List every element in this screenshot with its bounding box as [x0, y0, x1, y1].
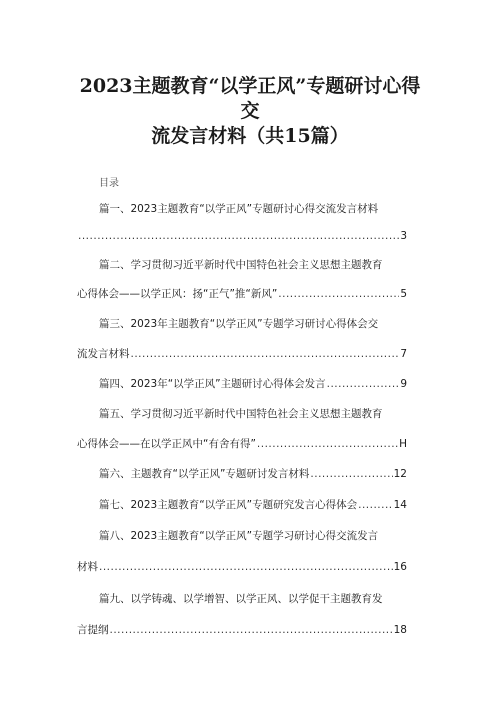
- dot-leader: [131, 347, 400, 361]
- toc-entry-5-line-1[interactable]: 篇五、学习贯彻习近平新时代中国特色社会主义思想主题教育: [99, 408, 383, 420]
- toc-entry-8-line-1[interactable]: 篇八、2023主题教育“以学正风”专题学习研讨心得交流发言: [99, 530, 379, 542]
- page-number: 14: [393, 499, 407, 511]
- page-number: H: [399, 438, 407, 450]
- title-line-1: 2023主题教育“以学正风”专题研讨心得: [79, 75, 421, 97]
- page-number: 3: [400, 230, 407, 242]
- toc-entry-1-leader[interactable]: [77, 229, 407, 243]
- dot-leader: [278, 287, 399, 301]
- toc-entry-1-line-1[interactable]: 篇一、2023主题教育“以学正风”专题研讨心得交流发言材料: [99, 203, 379, 215]
- toc-entry-3-line-1[interactable]: 篇三、2023年主题教育“以学正风”专题学习研讨心得体会交: [99, 318, 379, 330]
- dot-leader: [110, 623, 393, 637]
- page-number: 18: [393, 624, 407, 636]
- toc-entry-5-line-2[interactable]: 心得体会——在以学正风中“有舍有得” ..... H: [77, 437, 407, 451]
- dot-leader: [78, 229, 399, 243]
- toc-entry-2-line-2[interactable]: 心得体会——以学正风：扬“正气”推“新风” ..... 5: [77, 287, 407, 301]
- page-number: 12: [393, 468, 407, 480]
- dot-leader: [99, 560, 393, 574]
- toc-heading: 目录: [99, 178, 119, 189]
- title-line-3: 流发言材料（共15篇）: [151, 125, 349, 147]
- title-line-2: 交: [240, 100, 260, 122]
- toc-entry-6[interactable]: 篇六、主题教育“以学正风”专题研讨发言材料 ..... 12: [99, 467, 407, 481]
- page-number: 9: [400, 378, 407, 390]
- toc-entry-3-line-2[interactable]: 流发言材料 ..... 7: [77, 347, 407, 361]
- toc-entry-7[interactable]: 篇七、2023主题教育“以学正风”专题研究发言心得体会 ..... 14: [99, 498, 407, 512]
- dot-leader: [310, 467, 392, 481]
- toc-entry-4[interactable]: 篇四、2023年“以学正风”主题研讨心得体会发言 ..... 9: [99, 377, 407, 391]
- page-number: 5: [400, 288, 407, 300]
- dot-leader: [358, 498, 393, 512]
- toc-entry-9-line-2[interactable]: 言提纲 ..... 18: [77, 623, 407, 637]
- toc-entry-2-line-1[interactable]: 篇二、学习贯彻习近平新时代中国特色社会主义思想主题教育: [99, 259, 383, 271]
- dot-leader: [257, 437, 398, 451]
- toc-entry-9-line-1[interactable]: 篇九、以学铸魂、以学增智、以学正风、以学促干主题教育发: [99, 593, 383, 605]
- dot-leader: [327, 377, 400, 391]
- page-number: 16: [393, 561, 407, 573]
- toc-entry-8-line-2[interactable]: 材料 ..... 16: [77, 560, 407, 574]
- page-number: 7: [400, 348, 407, 360]
